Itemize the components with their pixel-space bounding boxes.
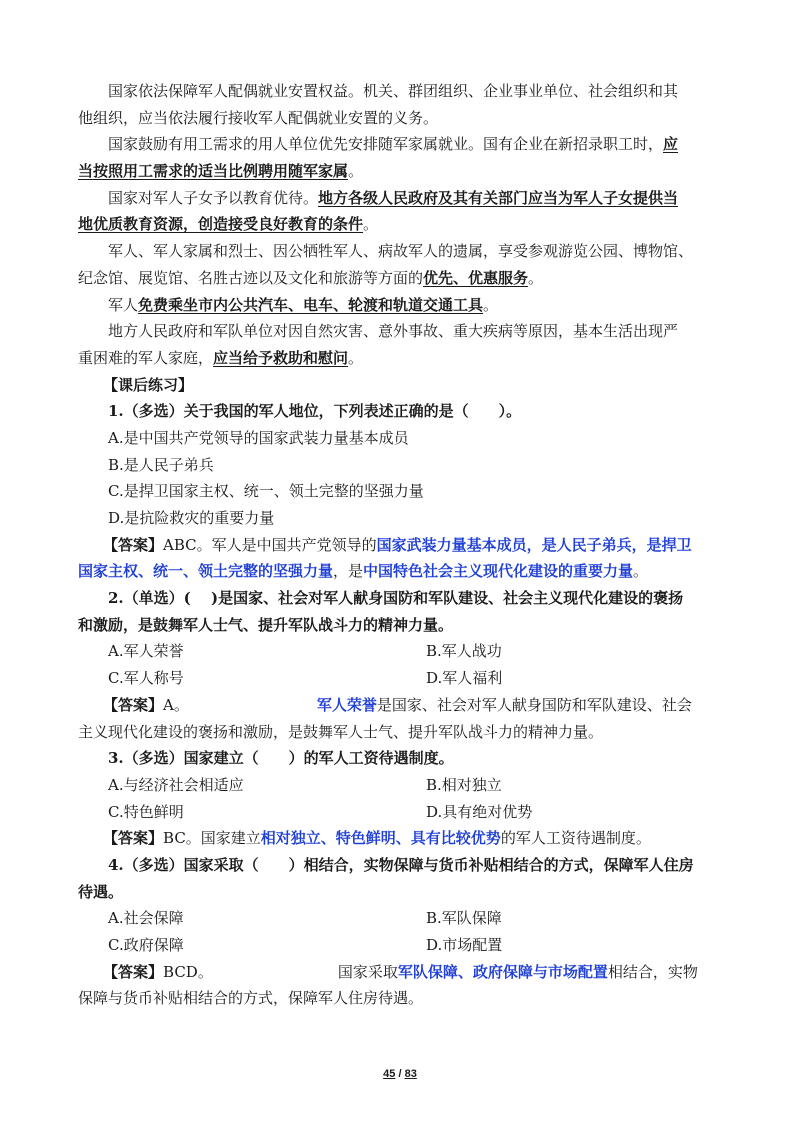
question-3-option-b: B.相对独立 [426,775,502,794]
question-1-option-d: D.是抗险救灾的重要力量 [108,509,275,527]
paragraph-children-education-cont: 地优质教育资源，创造接受良好教育的条件。 [78,215,379,234]
question-3-option-a: A.与经济社会相适应 [108,775,244,794]
question-2-stem-cont: 和激励，是鼓舞军人士气、提升军队战斗力的精神力量。 [78,615,454,634]
page-number: 45 / 83 [383,1068,417,1080]
question-4-option-c: C.政府保障 [108,936,184,954]
question-3-stem: 3.（多选）国家建立（ ）的军人工资待遇制度。 [108,749,454,768]
section-title-exercises: 【课后练习】 [103,375,194,394]
paragraph-family-relief: 地方人民政府和军队单位对因自然灾害、意外事故、重大疾病等原因，基本生活出现严 [108,322,679,341]
paragraph-family-relief-cont: 重困难的军人家庭，应当给予救助和慰问。 [78,348,364,367]
question-2-option-a: A.军人荣誉 [108,642,184,661]
paragraph-visit-privileges: 军人、军人家属和烈士、因公牺牲军人、病故军人的遗属，享受参观游览公园、博物馆、 [108,242,694,261]
question-4-answer-cont: 保障与货币补贴相结合的方式，保障军人住房待遇。 [78,989,424,1008]
question-2-stem: 2.（单选）( )是国家、社会对军人献身国防和军队建设、社会主义现代化建设的褒扬 [108,589,684,608]
question-3-option-c: C.特色鲜明 [108,802,184,821]
question-1-option-c: C.是捍卫国家主权、统一、领土完整的坚强力量 [108,482,424,501]
question-4-options-row-1 [78,905,726,932]
paragraph-family-employment: 国家鼓励有用工需求的用人单位优先安排随军家属就业。国有企业在新招录职工时，应 [108,135,679,154]
question-3-options-row-2 [78,799,726,826]
question-3-answer: 【答案】BC。国家建立相对独立、特色鲜明、具有比较优势的军人工资待遇制度。 [103,829,651,848]
question-1-option-b: B.是人民子弟兵 [108,455,214,474]
paragraph-visit-privileges-cont: 纪念馆、展览馆、名胜古迹以及文化和旅游等方面的优先、优惠服务。 [78,268,544,287]
paragraph-children-education: 国家对军人子女予以教育优待。地方各级人民政府及其有关部门应当为军人子女提供当 [108,188,679,207]
question-1-answer: 【答案】ABC。军人是中国共产党领导的国家武装力量基本成员，是人民子弟兵，是捍卫 [103,535,692,554]
page-content [78,78,726,1012]
paragraph-free-transport: 军人免费乘坐市内公共汽车、电车、轮渡和轨道交通工具。 [108,295,499,314]
question-2-option-d: D.军人福利 [426,669,503,688]
question-2-options-row-2 [78,665,726,692]
paragraph-family-employment-cont: 当按照用工需求的适当比例聘用随军家属。 [78,162,364,181]
question-4-stem: 4.（多选）国家采取（ ）相结合，实物保障与货币补贴相结合的方式，保障军人住房 [108,855,694,874]
question-4-answer: 【答案】BCD。 国家采取军队保障、政府保障与市场配置相结合，实物 [103,962,698,981]
question-2-option-c: C.军人称号 [108,669,184,688]
question-3-option-d: D.具有绝对优势 [426,802,533,821]
question-1-stem: 1.（多选）关于我国的军人地位，下列表述正确的是（ ）。 [108,402,522,421]
question-4-option-b: B.军队保障 [426,909,502,928]
question-4-option-d: D.市场配置 [426,936,503,954]
question-3-options-row-1 [78,772,726,799]
question-1-option-a: A.是中国共产党领导的国家武装力量基本成员 [108,428,409,447]
question-2-options-row-1 [78,638,726,665]
question-1-answer-cont: 国家主权、统一、领土完整的坚强力量，是中国特色社会主义现代化建设的重要力量。 [78,562,649,581]
question-2-answer-cont: 主义现代化建设的褒扬和激励，是鼓舞军人士气、提升军队战斗力的精神力量。 [78,722,604,741]
question-4-option-a: A.社会保障 [108,909,184,928]
paragraph-spouse-employment: 国家依法保障军人配偶就业安置权益。机关、群团组织、企业事业单位、社会组织和其 [108,82,679,100]
question-4-stem-cont: 待遇。 [78,882,124,901]
question-2-option-b: B.军人战功 [426,642,502,661]
paragraph-spouse-employment-cont: 他组织，应当依法履行接收军人配偶就业安置的义务。 [78,108,439,127]
question-4-options-row-2 [78,932,726,959]
question-2-answer: 【答案】A。 军人荣誉是国家、社会对军人献身国防和军队建设、社会 [103,695,692,714]
